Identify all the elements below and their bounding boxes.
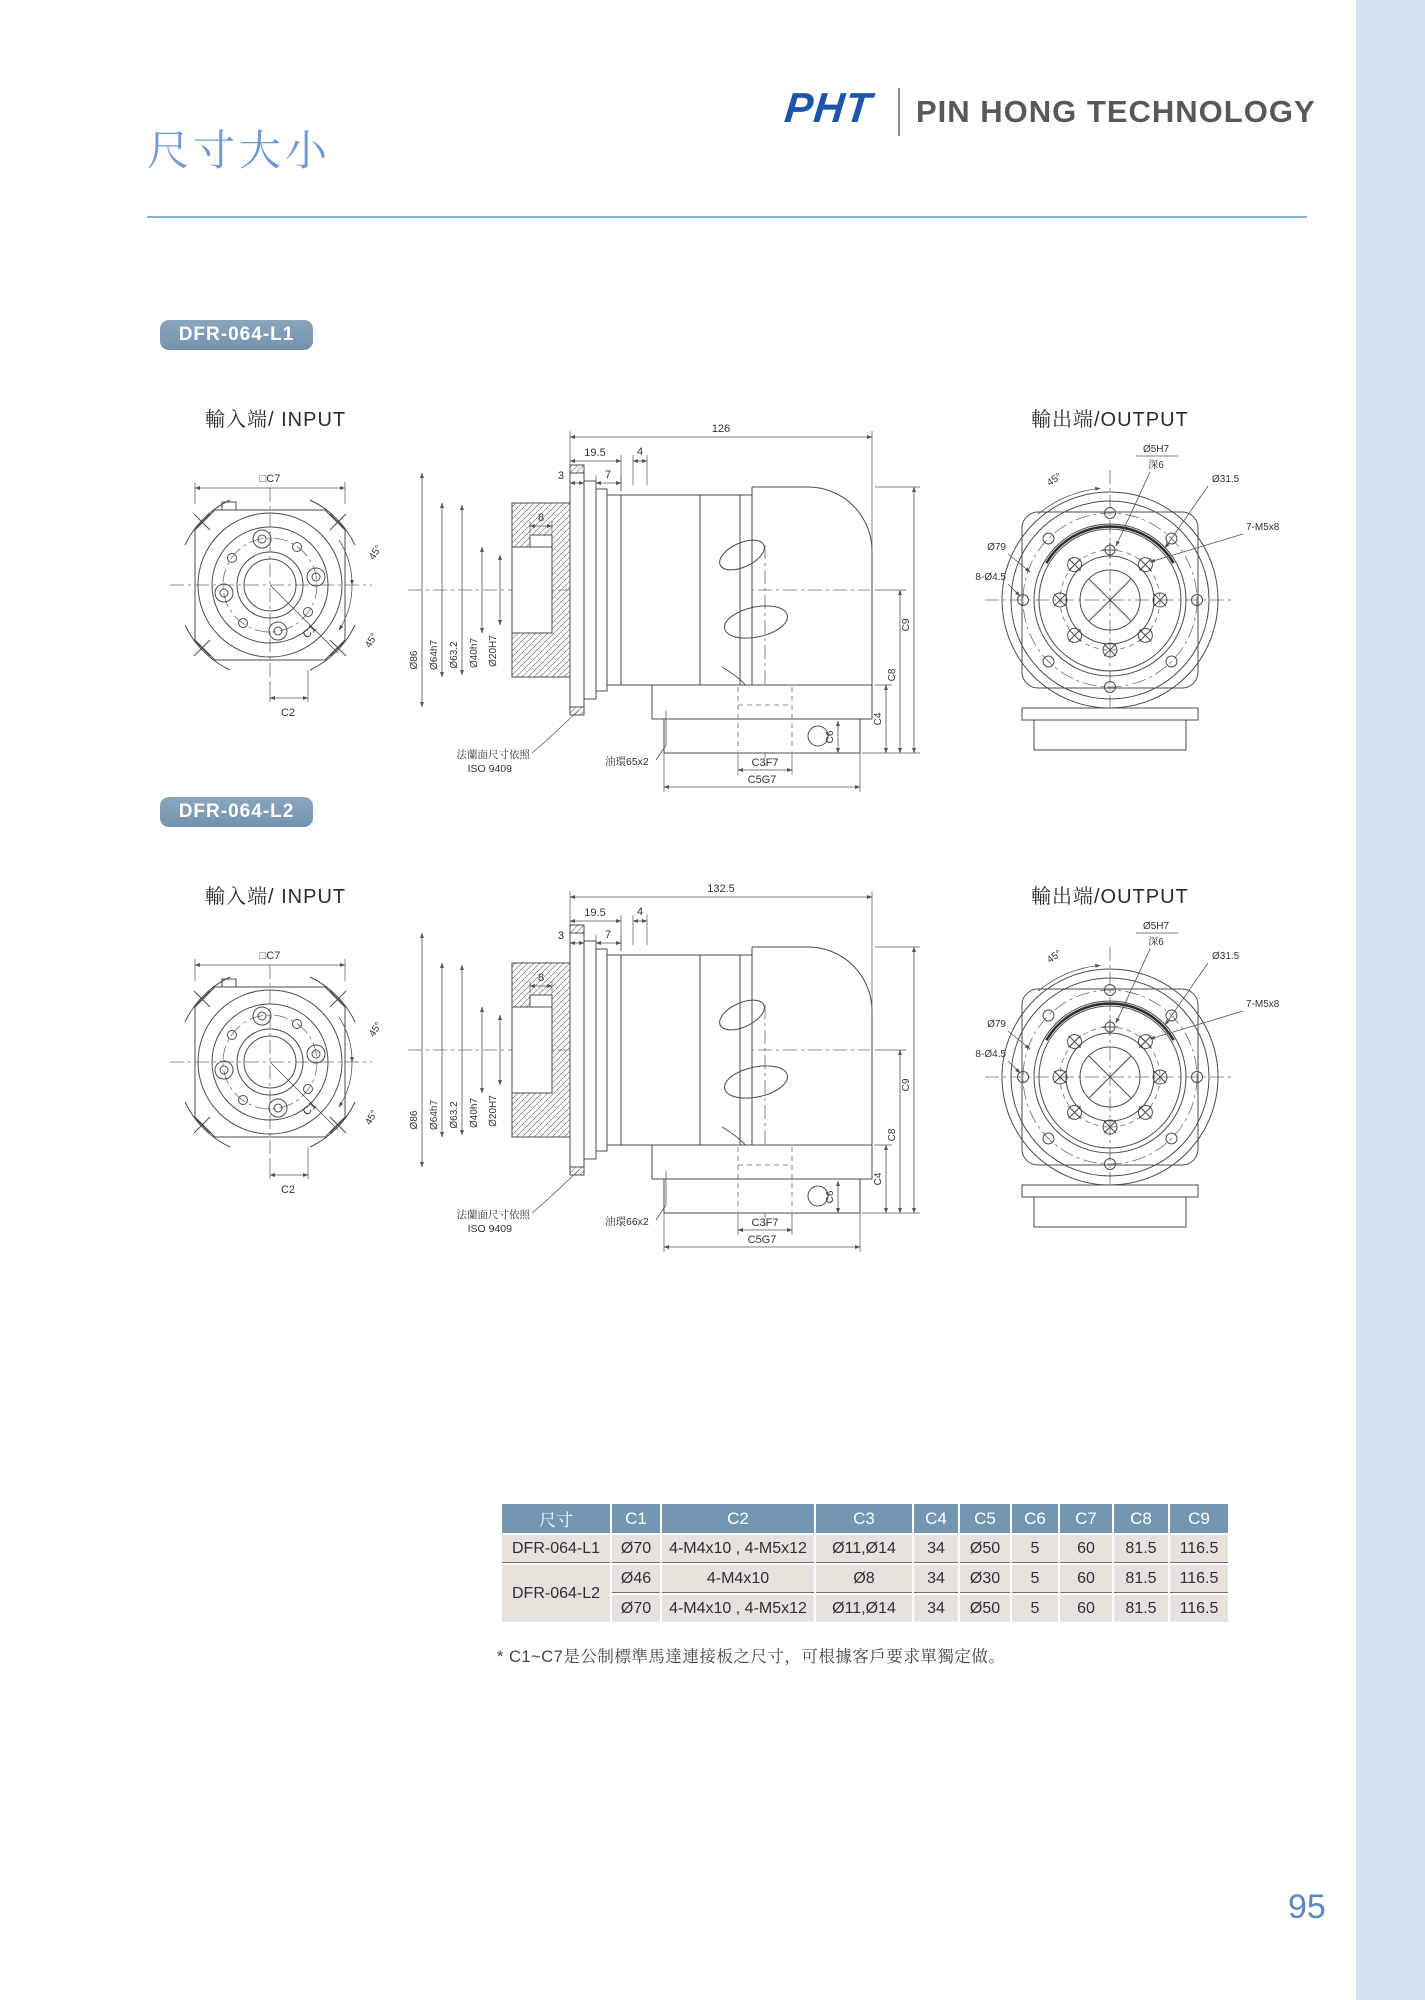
page-number: 95 <box>1288 1888 1326 1926</box>
output-labels <box>975 444 1279 596</box>
seg-dim: 19.5 <box>584 907 606 919</box>
dim-cell: 81.5 <box>1114 1535 1168 1563</box>
side-section-drawing <box>400 875 930 1275</box>
dia-label: Ø64h7 <box>429 1099 440 1131</box>
dia-label: Ø20H7 <box>488 635 499 667</box>
dia-label: Ø86 <box>409 650 420 670</box>
dimension-table-wrap <box>500 1502 1230 1624</box>
input-view-label: 輸入端/ INPUT <box>205 409 347 431</box>
keyway-dim: 8 <box>537 512 545 524</box>
iso-note: ISO 9409 <box>467 1223 512 1235</box>
angle-label: 45° <box>363 631 381 651</box>
tap-dim-label: C2 <box>280 707 296 719</box>
company-name: PIN HONG TECHNOLOGY <box>916 94 1316 129</box>
holes-label: 8-Ø4.5 <box>975 572 1006 583</box>
square-dim-label: □C7 <box>259 473 281 485</box>
model-badge: DFR-064-L2 <box>160 797 313 827</box>
c3-dim: C3F7 <box>751 1217 779 1229</box>
c4-dim: C4 <box>873 712 884 726</box>
dia-label: Ø64h7 <box>429 639 440 671</box>
section-dfr-064-l2 <box>0 797 1425 1277</box>
c5-dim: C5G7 <box>747 774 777 786</box>
side-section-drawing <box>400 415 930 815</box>
dim-cell: 81.5 <box>1114 1595 1168 1622</box>
overall-dim: 126 <box>711 423 731 435</box>
taps-label: 7-M5x8 <box>1246 522 1280 533</box>
oil-seal-note: 油環65x2 <box>605 756 649 768</box>
dim-cell: 5 <box>1012 1535 1058 1563</box>
section-dfr-064-l1 <box>0 320 1425 800</box>
header-divider-line <box>147 216 1307 218</box>
pin-depth-label: 深6 <box>1148 460 1164 471</box>
c8-dim: C8 <box>887 668 898 682</box>
pin-dia-label: Ø5H7 <box>1142 921 1170 932</box>
boss-dia-label: Ø31.5 <box>1212 951 1240 962</box>
dim-cell: 81.5 <box>1114 1565 1168 1593</box>
table-row <box>502 1565 1228 1593</box>
c9-dim: C9 <box>901 618 912 632</box>
table-header-c6: C6 <box>1012 1504 1058 1533</box>
dim-cell: 60 <box>1060 1595 1112 1622</box>
bottom-dims <box>664 753 860 792</box>
flange-note: 法蘭面尺寸依照 <box>456 1209 530 1221</box>
dim-cell: 4-M4x10 , 4-M5x12 <box>662 1595 814 1622</box>
bolt-circle-label: C1 <box>300 622 320 642</box>
table-row <box>502 1535 1228 1563</box>
dim-cell: Ø46 <box>612 1565 660 1593</box>
square-dim-label: □C7 <box>259 950 281 962</box>
output-labels <box>975 921 1279 1073</box>
overall-dim: 132.5 <box>707 883 735 895</box>
table-header-row <box>502 1504 1228 1533</box>
c6-dim: C6 <box>825 1190 836 1204</box>
dim-cell: 116.5 <box>1170 1535 1228 1563</box>
c6-dim: C6 <box>825 730 836 744</box>
input-view-drawing <box>140 937 410 1202</box>
output-view-label: 輸出端/OUTPUT <box>1031 886 1189 908</box>
dim-cell: 116.5 <box>1170 1565 1228 1593</box>
dia-label: Ø20H7 <box>488 1095 499 1127</box>
dim-cell: 5 <box>1012 1565 1058 1593</box>
dim-cell: 4-M4x10 <box>662 1565 814 1593</box>
table-header-model: 尺寸 <box>502 1504 610 1533</box>
table-header-c9: C9 <box>1170 1504 1228 1533</box>
dim-cell: Ø70 <box>612 1595 660 1622</box>
dim-cell: 4-M4x10 , 4-M5x12 <box>662 1535 814 1563</box>
angle-label: 45° <box>367 543 385 562</box>
table-header-c2: C2 <box>662 1504 814 1533</box>
dim-cell: 5 <box>1012 1595 1058 1622</box>
dia-label: Ø40h7 <box>469 637 480 669</box>
c9-dim: C9 <box>901 1078 912 1092</box>
flange-note: 法蘭面尺寸依照 <box>456 749 530 761</box>
c3-dim: C3F7 <box>751 757 779 769</box>
table-footnote: * C1~C7是公制標準馬達連接板之尺寸，可根據客戶要求單獨定做。 <box>497 1648 1006 1666</box>
pin-dia-label: Ø5H7 <box>1142 444 1170 455</box>
bolt-circle-dia-label: Ø79 <box>987 542 1006 553</box>
iso-note: ISO 9409 <box>467 763 512 775</box>
angle-label: 45° <box>367 1020 385 1039</box>
seg-dim: 4 <box>636 906 644 918</box>
pin-depth-label: 深6 <box>1148 937 1164 948</box>
input-view-drawing <box>140 460 410 725</box>
dia-label: Ø63.2 <box>449 1101 460 1129</box>
output-view-drawing <box>950 420 1295 755</box>
holes-label: 8-Ø4.5 <box>975 1049 1006 1060</box>
tap-dim-label: C2 <box>280 1184 296 1196</box>
dim-cell: 34 <box>914 1595 958 1622</box>
dim-cell: 60 <box>1060 1535 1112 1563</box>
table-header-c7: C7 <box>1060 1504 1112 1533</box>
seg-dim: 3 <box>557 470 564 482</box>
notes <box>457 711 667 775</box>
angle-label: 45° <box>363 1108 381 1128</box>
bolt-circle-dia-label: Ø79 <box>987 1019 1006 1030</box>
table-header-c3: C3 <box>816 1504 912 1533</box>
dia-label: Ø86 <box>409 1110 420 1130</box>
model-cell: DFR-064-L1 <box>502 1535 610 1563</box>
table-header-c1: C1 <box>612 1504 660 1533</box>
bolt-circle-label: C1 <box>300 1099 320 1119</box>
dim-cell: Ø30 <box>960 1565 1010 1593</box>
dim-cell: 34 <box>914 1535 958 1563</box>
page-title: 尺寸大小 <box>147 127 332 174</box>
notes <box>457 1171 667 1235</box>
seg-dim: 7 <box>604 469 612 481</box>
dim-cell: Ø50 <box>960 1595 1010 1622</box>
seg-dim: 3 <box>557 930 564 942</box>
seg-dim: 7 <box>604 929 612 941</box>
dim-cell: Ø11,Ø14 <box>816 1595 912 1622</box>
dia-label: Ø63.2 <box>449 641 460 669</box>
dim-cell: 116.5 <box>1170 1595 1228 1622</box>
seg-dim: 4 <box>636 446 644 458</box>
output-view-label: 輸出端/OUTPUT <box>1031 409 1189 431</box>
model-badge: DFR-064-L1 <box>160 320 313 350</box>
c5-dim: C5G7 <box>747 1234 777 1246</box>
dimension-table <box>500 1502 1230 1624</box>
table-header-c5: C5 <box>960 1504 1010 1533</box>
input-view-label: 輸入端/ INPUT <box>205 886 347 908</box>
dim-cell: Ø11,Ø14 <box>816 1535 912 1563</box>
c4-dim: C4 <box>873 1172 884 1186</box>
dim-cell: Ø8 <box>816 1565 912 1593</box>
seg-dim: 19.5 <box>584 447 606 459</box>
table-header-c8: C8 <box>1114 1504 1168 1533</box>
taps-label: 7-M5x8 <box>1246 999 1280 1010</box>
model-cell: DFR-064-L2 <box>502 1565 610 1622</box>
angle-label: 45° <box>1045 948 1064 966</box>
c8-dim: C8 <box>887 1128 898 1142</box>
bottom-dims <box>664 1213 860 1252</box>
output-view-drawing <box>950 897 1295 1232</box>
dim-cell: 34 <box>914 1565 958 1593</box>
table-header-c4: C4 <box>914 1504 958 1533</box>
logo-divider <box>898 88 900 136</box>
dim-cell: 60 <box>1060 1565 1112 1593</box>
dim-cell: Ø70 <box>612 1535 660 1563</box>
keyway-dim: 8 <box>537 972 545 984</box>
dim-cell: Ø50 <box>960 1535 1010 1563</box>
pht-logo: PHT <box>782 84 875 131</box>
dia-label: Ø40h7 <box>469 1097 480 1129</box>
table-row <box>502 1595 1228 1622</box>
boss-dia-label: Ø31.5 <box>1212 474 1240 485</box>
angle-label: 45° <box>1045 471 1064 489</box>
oil-seal-note: 油環66x2 <box>605 1216 649 1228</box>
